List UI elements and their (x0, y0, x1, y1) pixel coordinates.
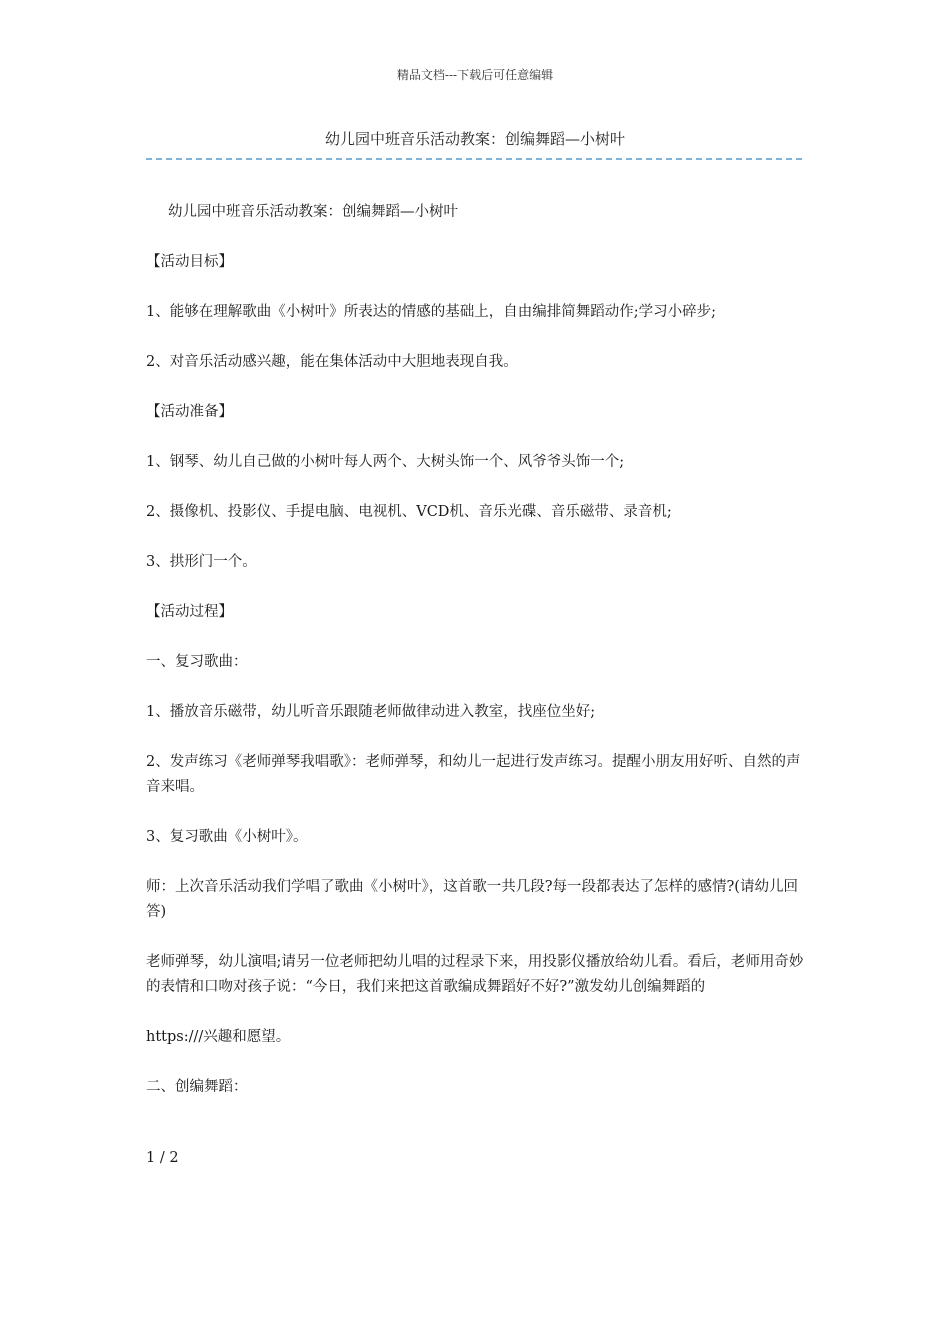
process-step-2-heading: 二、创编舞蹈： (146, 1079, 248, 1095)
header-note: 精品文档---下载后可任意编辑 (396, 68, 554, 82)
intro-title-paragraph: 幼儿园中班音乐活动教案：创编舞蹈—小树叶 (168, 204, 458, 220)
document-title: 幼儿园中班音乐活动教案：创编舞蹈—小树叶 (324, 130, 625, 148)
goal-item-2: 2、对音乐活动感兴趣，能在集体活动中大胆地表现自我。 (146, 354, 518, 370)
process-item-2: 2、发声练习《老师弹琴我唱歌》：老师弹琴，和幼儿一起进行发声练习。提醒小朋友用好听、自然的声音来唱。 (146, 754, 801, 795)
section-heading-preparation: 【活动准备】 (146, 404, 233, 420)
interest-line: https:///兴趣和愿望。 (146, 1029, 291, 1045)
process-step-1-heading: 一、复习歌曲： (146, 654, 248, 670)
document-body (146, 200, 806, 1125)
teacher-question-paragraph: 师：上次音乐活动我们学唱了歌曲《小树叶》，这首歌一共几段?每一段都表达了怎样的感情?(请幼儿回答) (146, 879, 798, 920)
preparation-item-1: 1、钢琴、幼儿自己做的小树叶每人两个、大树头饰一个、风爷爷头饰一个; (146, 454, 625, 470)
process-item-3: 3、复习歌曲《小树叶》。 (146, 829, 308, 845)
preparation-item-2: 2、摄像机、投影仪、手提电脑、电视机、VCD机、音乐光碟、音乐磁带、录音机; (146, 504, 672, 520)
preparation-item-3: 3、拱形门一个。 (146, 554, 257, 570)
section-heading-process: 【活动过程】 (146, 604, 233, 620)
section-heading-goals: 【活动目标】 (146, 254, 233, 270)
goal-item-1: 1、能够在理解歌曲《小树叶》所表达的情感的基础上，自由编排简舞蹈动作;学习小碎步; (146, 304, 716, 320)
teacher-activity-paragraph: 老师弹琴，幼儿演唱;请另一位老师把幼儿唱的过程录下来，用投影仪播放给幼儿看。看后，老师用奇妙的表情和口吻对孩子说：“今日，我们来把这首歌编成舞蹈好不好?”激发幼儿创编舞蹈的 (146, 954, 804, 995)
title-divider (146, 158, 802, 160)
page-number: 1 / 2 (146, 1150, 179, 1166)
process-item-1: 1、播放音乐磁带，幼儿听音乐跟随老师做律动进入教室，找座位坐好; (146, 704, 596, 720)
